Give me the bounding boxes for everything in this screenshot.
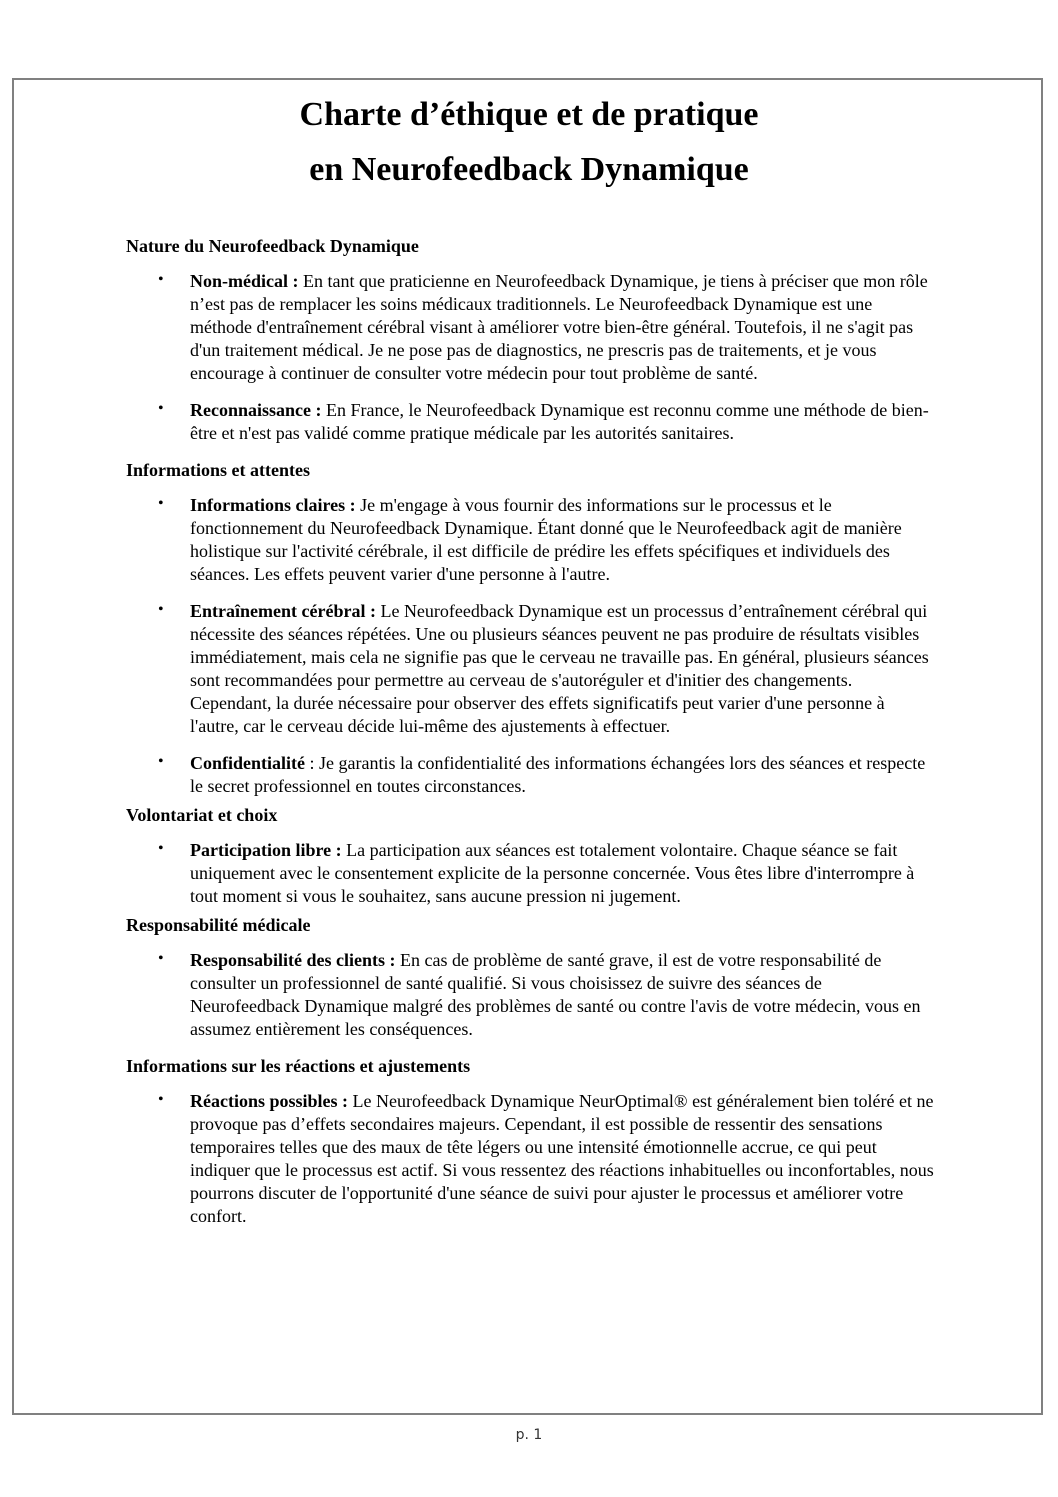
bullet-list [126,839,936,908]
bullet-icon: • [158,840,164,857]
item-text: Je m'engage à vous fournir des informations sur le processus et le fonctionnement du Neurofeedback Dynamique. Étant donné que le Neurofeedback agit de manière holistique sur l'activité cérébrale, il est difficile de prédire les effets spécifiques et individuels des séances. Les effets peuvent varier d'une personne à l'autre. [190,495,902,584]
item-lead: Confidentialité [190,753,305,773]
item-text: La participation aux séances est totalement volontaire. Chaque séance se fait uniquement avec le consentement explicite de la personne concernée. Vous êtes libre d'interrompre à tout moment si vous le souhaitez, sans aucune pression ni jugement. [190,840,915,906]
section-nature [126,235,936,445]
section-heading: Nature du Neurofeedback Dynamique [126,236,419,256]
item-lead: Non-médical : [190,271,299,291]
section-heading: Informations sur les réactions et ajustements [126,1056,471,1076]
item-lead: Responsabilité des clients : [190,950,396,970]
document-title-line-1: Charte d’éthique et de pratique [299,96,759,133]
section-volontariat [126,804,936,908]
section-informations [126,459,936,798]
document-body [126,235,936,1242]
list-item [126,949,936,1041]
section-responsabilite [126,914,936,1041]
item-text: : Je garantis la confidentialité des informations échangées lors des séances et respecte le secret professionnel en toutes circonstances. [190,753,926,796]
item-lead: Participation libre : [190,840,342,860]
list-item [126,399,936,445]
item-text: Le Neurofeedback Dynamique NeurOptimal® est généralement bien toléré et ne provoque pas d’effets secondaires majeurs. Cependant, il est possible de ressentir des sensations temporaires telles que des maux de tête légers ou une intensité émotionnelle accrue, ce qui peut indiquer que le processus est actif. Si vous ressentez des réactions inhabituelles ou inconfortables, nous pourrons discuter de l'opportunité d'une séance de suivi pour ajuster le processus et améliorer votre confort. [190,1091,934,1226]
bullet-icon: • [158,1091,164,1108]
list-item [126,600,936,738]
bullet-icon: • [158,271,164,288]
list-item [126,752,936,798]
section-heading: Informations et attentes [126,460,310,480]
page-number: p. 1 [515,1427,543,1443]
item-lead: Entraînement cérébral : [190,601,376,621]
bullet-icon: • [158,601,164,618]
item-lead: Informations claires : [190,495,356,515]
item-text: En France, le Neurofeedback Dynamique est reconnu comme une méthode de bien-être et n'est pas validé comme pratique médicale par les autorités sanitaires. [190,400,929,443]
item-text: Le Neurofeedback Dynamique est un processus d’entraînement cérébral qui nécessite des séances répétées. Une ou plusieurs séances peuvent ne pas produire de résultats visibles immédiatement, mais cela ne signifie pas que le cerveau ne travaille pas. En général, plusieurs séances sont recommandées pour permettre au cerveau de s'autoréguler et d'initier des changements. Cependant, la durée nécessaire pour observer des effets significatifs peut varier d'une personne à l'autre, car le cerveau décide lui-même des ajustements à effectuer. [190,601,929,736]
item-text: En cas de problème de santé grave, il est de votre responsabilité de consulter un professionnel de santé qualifié. Si vous choisissez de suivre des séances de Neurofeedback Dynamique malgré des problèmes de santé ou contre l'avis de votre médecin, vous en assumez entièrement les conséquences. [190,950,921,1039]
bullet-list [126,949,936,1041]
bullet-icon: • [158,753,164,770]
document-title-line-2: en Neurofeedback Dynamique [309,151,749,188]
item-lead: Reconnaissance : [190,400,322,420]
bullet-icon: • [158,495,164,512]
bullet-list [126,494,936,798]
list-item [126,270,936,385]
item-lead: Réactions possibles : [190,1091,349,1111]
section-heading: Volontariat et choix [126,805,278,825]
bullet-icon: • [158,950,164,967]
section-heading: Responsabilité médicale [126,915,311,935]
item-text: En tant que praticienne en Neurofeedback Dynamique, je tiens à préciser que mon rôle n’est pas de remplacer les soins médicaux traditionnels. Le Neurofeedback Dynamique est une méthode d'entraînement cérébral visant à améliorer votre bien-être général. Toutefois, il ne s'agit pas d'un traitement médical. Je ne pose pas de diagnostics, ne prescris pas de traitements, et je vous encourage à continuer de consulter votre médecin pour tout problème de santé. [190,271,928,383]
bullet-list [126,1090,936,1228]
bullet-icon: • [158,400,164,417]
bullet-list [126,270,936,445]
section-reactions [126,1055,936,1228]
list-item [126,839,936,908]
list-item [126,1090,936,1228]
list-item [126,494,936,586]
